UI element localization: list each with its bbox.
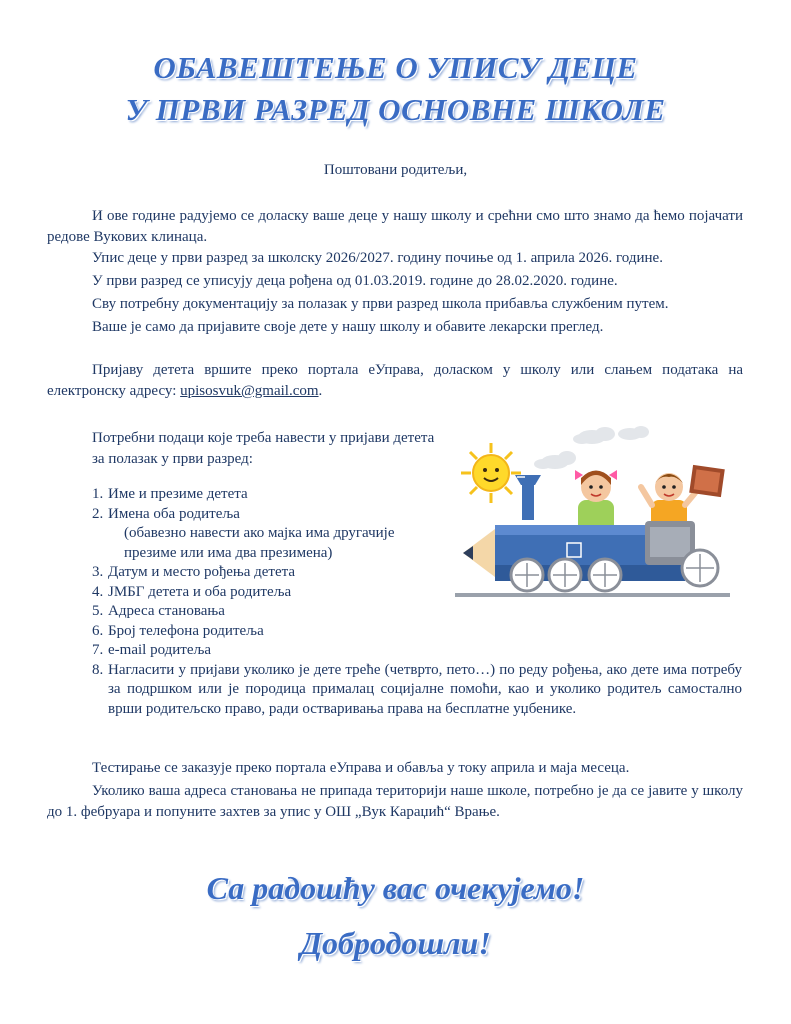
application-end: . [318, 383, 323, 399]
title-line-2: У ПРВИ РАЗРЕД ОСНОВНЕ ШКОЛЕ [125, 92, 666, 127]
greeting: Поштовани родитељи, [323, 162, 468, 178]
list-item [92, 622, 742, 642]
testing-paragraph-2: Уколико ваша адреса становања не припада територији наше школе, потребно је да се јавите у школу до 1. фебруара и попуните захтев за упис у ОШ „Вук Караџић“ Врање. [47, 783, 743, 820]
closing-line-1: Са радошћу вас очекујемо! [206, 870, 585, 906]
application-text: Пријаву детета вршите преко портала еУправа, доласком у школу или слањем података на електронску адресу: [47, 362, 743, 399]
sun-icon [461, 443, 521, 503]
closing-line-2: Добродошли! [300, 925, 491, 961]
list-text: Датум и место рођења детета [108, 564, 296, 580]
list-text: Број телефона родитеља [108, 622, 264, 639]
cloud-icon [534, 426, 649, 469]
intro-paragraph-4: Сву потребну документацију за полазак у први разред школа прибавља службеним путем. [92, 296, 669, 312]
list-item [92, 661, 742, 720]
list-item [92, 602, 742, 622]
list-number: 4. [92, 583, 104, 600]
list-text: Имена оба родитеља [108, 505, 240, 522]
title-line-1: ОБАВЕШТЕЊЕ О УПИСУ ДЕЦЕ [153, 50, 638, 85]
intro-paragraph-5: Ваше је само да пријавите своје дете у нашу школу и обавите лекарски преглед. [92, 319, 604, 335]
intro-paragraph-2: Упис деце у први разред за школску 2026/2027. годину почиње од 1. априла 2026. године. [92, 250, 663, 266]
list-text: Адреса становања [108, 603, 225, 619]
book-icon [689, 465, 725, 497]
testing-paragraph-1: Тестирање се заказује преко портала еУправа и обавља у току априла и маја месеца. [92, 760, 630, 776]
list-number: 6. [92, 622, 104, 639]
list-text: e-mail родитеља [108, 642, 212, 658]
chimney-icon [515, 475, 541, 520]
list-number: 5. [92, 603, 104, 619]
list-text: Нагласити у пријави уколико је дете треће (четврто, пето…) по реду рођења, ако дете има потребу за подршком или је породица прималац социјалне помоћи, као и уколико родитељ самостално врши родитељско право, ради остваривања права на бесплатне уџбенике. [108, 661, 742, 717]
list-text: Име и презиме детета [108, 486, 248, 502]
application-paragraph [47, 360, 743, 402]
list-text: ЈМБГ детета и оба родитеља [108, 583, 292, 600]
list-item-note: (обавезно навести ако мајка има другачије презиме или има два презимена) [124, 525, 395, 561]
intro-paragraph-1: И ове године радујемо се доласку ваше деце у нашу школу и срећни смо што знамо да ћемо појачати редове Вукових клинаца. [47, 208, 743, 245]
required-heading: Потребни подаци које треба навести у пријави детета за полазак у први разред: [92, 430, 435, 467]
list-number: 3. [92, 564, 104, 580]
intro-paragraph-3: У први разред се уписују деца рођена од 01.03.2019. године до 28.02.2020. године. [92, 273, 618, 289]
pencil-train-illustration [455, 425, 735, 600]
rail [455, 593, 730, 597]
list-number: 2. [92, 505, 104, 522]
list-item [92, 641, 742, 661]
list-number: 1. [92, 486, 104, 502]
list-number: 8. [92, 661, 104, 678]
email-link[interactable]: upisosvuk@gmail.com [180, 383, 319, 399]
list-number: 7. [92, 642, 104, 658]
